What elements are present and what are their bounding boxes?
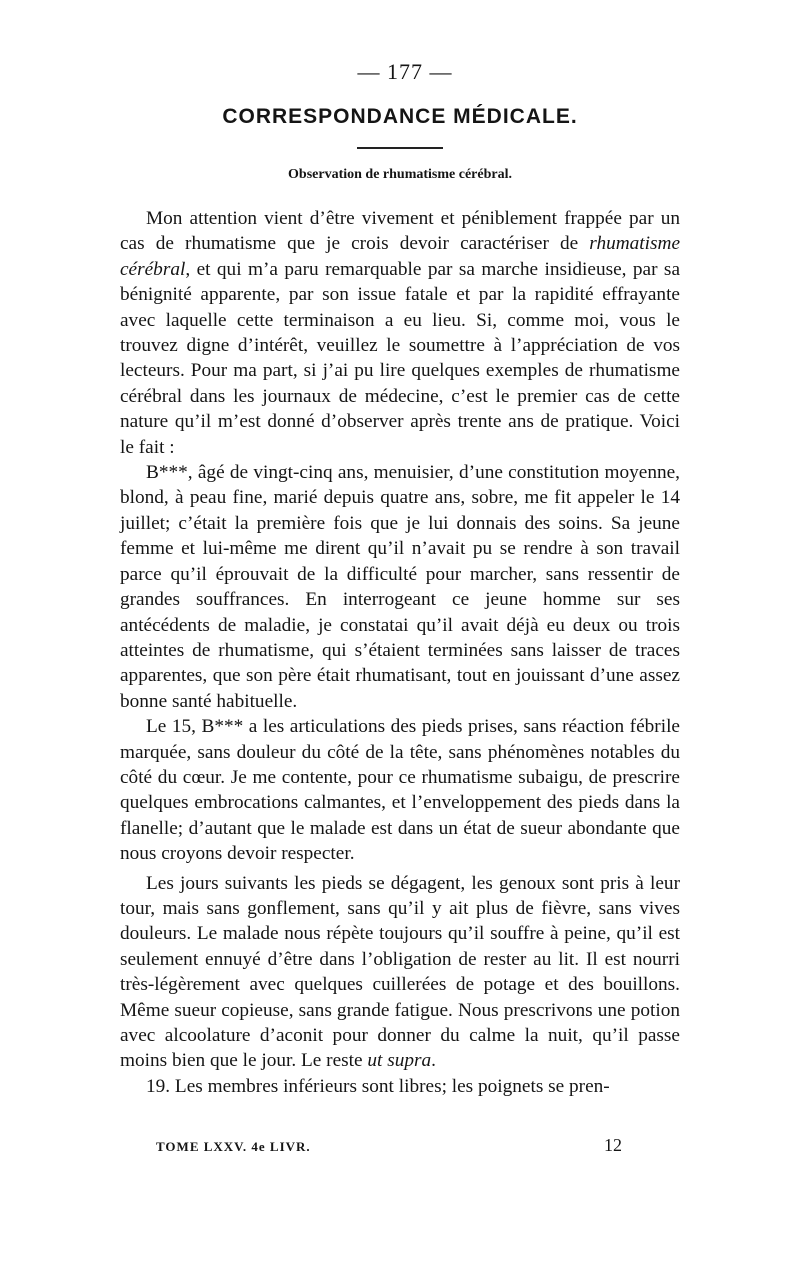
- paragraph-1: [120, 206, 680, 460]
- section-title: CORRESPONDANCE MÉDICALE.: [222, 105, 578, 128]
- document-page: [120, 58, 680, 1178]
- page-footer: [156, 1135, 622, 1156]
- text-run: 19. Les membres inférieurs sont libres; les poignets se pren-: [146, 1075, 610, 1097]
- text-run: Le 15, B*** a les articulations des pieds prises, sans réaction fébrile marquée, sans douleur du côté de la tête, sans phénomènes notables du côté du cœur. Je me contente, pour ce rhumatisme subaigu, de prescrire quelques embrocations calmantes, et l’enveloppement des pieds dans la flanelle; d’autant que le malade est dans un état de sueur abondante que nous croyons devoir respecter.: [120, 716, 680, 865]
- page-number: — 177 —: [357, 59, 453, 84]
- paragraph-2: [120, 460, 680, 714]
- text-run: Les jours suivants les pieds se dégagent, les genoux sont pris à leur tour, mais sans gonflement, sans qu’il y ait plus de fièvre, sans vives douleurs. Le malade nous répète toujours qu’il souffre à peine, qu’il est seulement ennuyé d’être dans l’obligation de rester au lit. Il est nourri très-légèrement avec quelques cuillerées de potage et des bouillons. Même sueur copieuse, sans grande fatigue. Nous prescrivons une potion avec alcoolature d’aconit pour donner du calme la nuit, qu’il passe moins bien que le jour. Le reste: [120, 872, 680, 1072]
- italic-text: ut supra: [367, 1050, 432, 1072]
- signature-mark: TOME LXXV. 4e LIVR.: [156, 1139, 311, 1154]
- text-run: B***, âgé de vingt-cinq ans, menuisier, d’une constitution moyenne, blond, à peau fine, marié depuis quatre ans, sobre, me fit appeler le 14 juillet; c’était la première fois que je lui donnais des soins. Sa jeune femme et lui-même me dirent qu’il n’avait pu se rendre à son travail parce qu’il éprouvait de la difficulté pour marcher, sans ressentir de grandes souffrances. En interrogeant ce jeune homme sur ses antécédents de maladie, je constatai qu’il avait déjà eu deux ou trois atteintes de rhumatisme, qui s’étaient terminées sans laisser de traces apparentes, que son père était rhumatisant, tout en jouissant d’une assez bonne santé habituelle.: [120, 462, 680, 712]
- paragraph-5: [120, 1074, 680, 1099]
- text-run: , et qui m’a paru remarquable par sa marche insidieuse, par sa bénignité apparente, par son issue fatale et par la rapidité effrayante avec laquelle cette terminaison a eu lieu. Si, comme moi, vous le trouvez digne d’intérêt, veuillez le soumettre à l’appréciation de vos lecteurs. Pour ma part, si j’ai pu lire quelques exemples de rhumatisme cérébral dans les journaux de médecine, c’est le premier cas de cette nature qu’il m’est donné d’observer après trente ans de pratique. Voici le fait :: [120, 258, 680, 458]
- italic-text: rhumatisme cérébral: [120, 233, 680, 280]
- article-body: [120, 206, 680, 1099]
- text-run: .: [431, 1050, 436, 1072]
- sheet-number: 12: [604, 1135, 622, 1155]
- paragraph-4: [120, 871, 680, 1074]
- text-run: Mon attention vient d’être vivement et péniblement frappée par un cas de rhumatisme que je crois devoir caractériser de: [120, 208, 680, 255]
- paragraph-3: [120, 714, 680, 866]
- article-subtitle: Observation de rhumatisme cérébral.: [288, 167, 512, 182]
- title-rule: [357, 147, 443, 149]
